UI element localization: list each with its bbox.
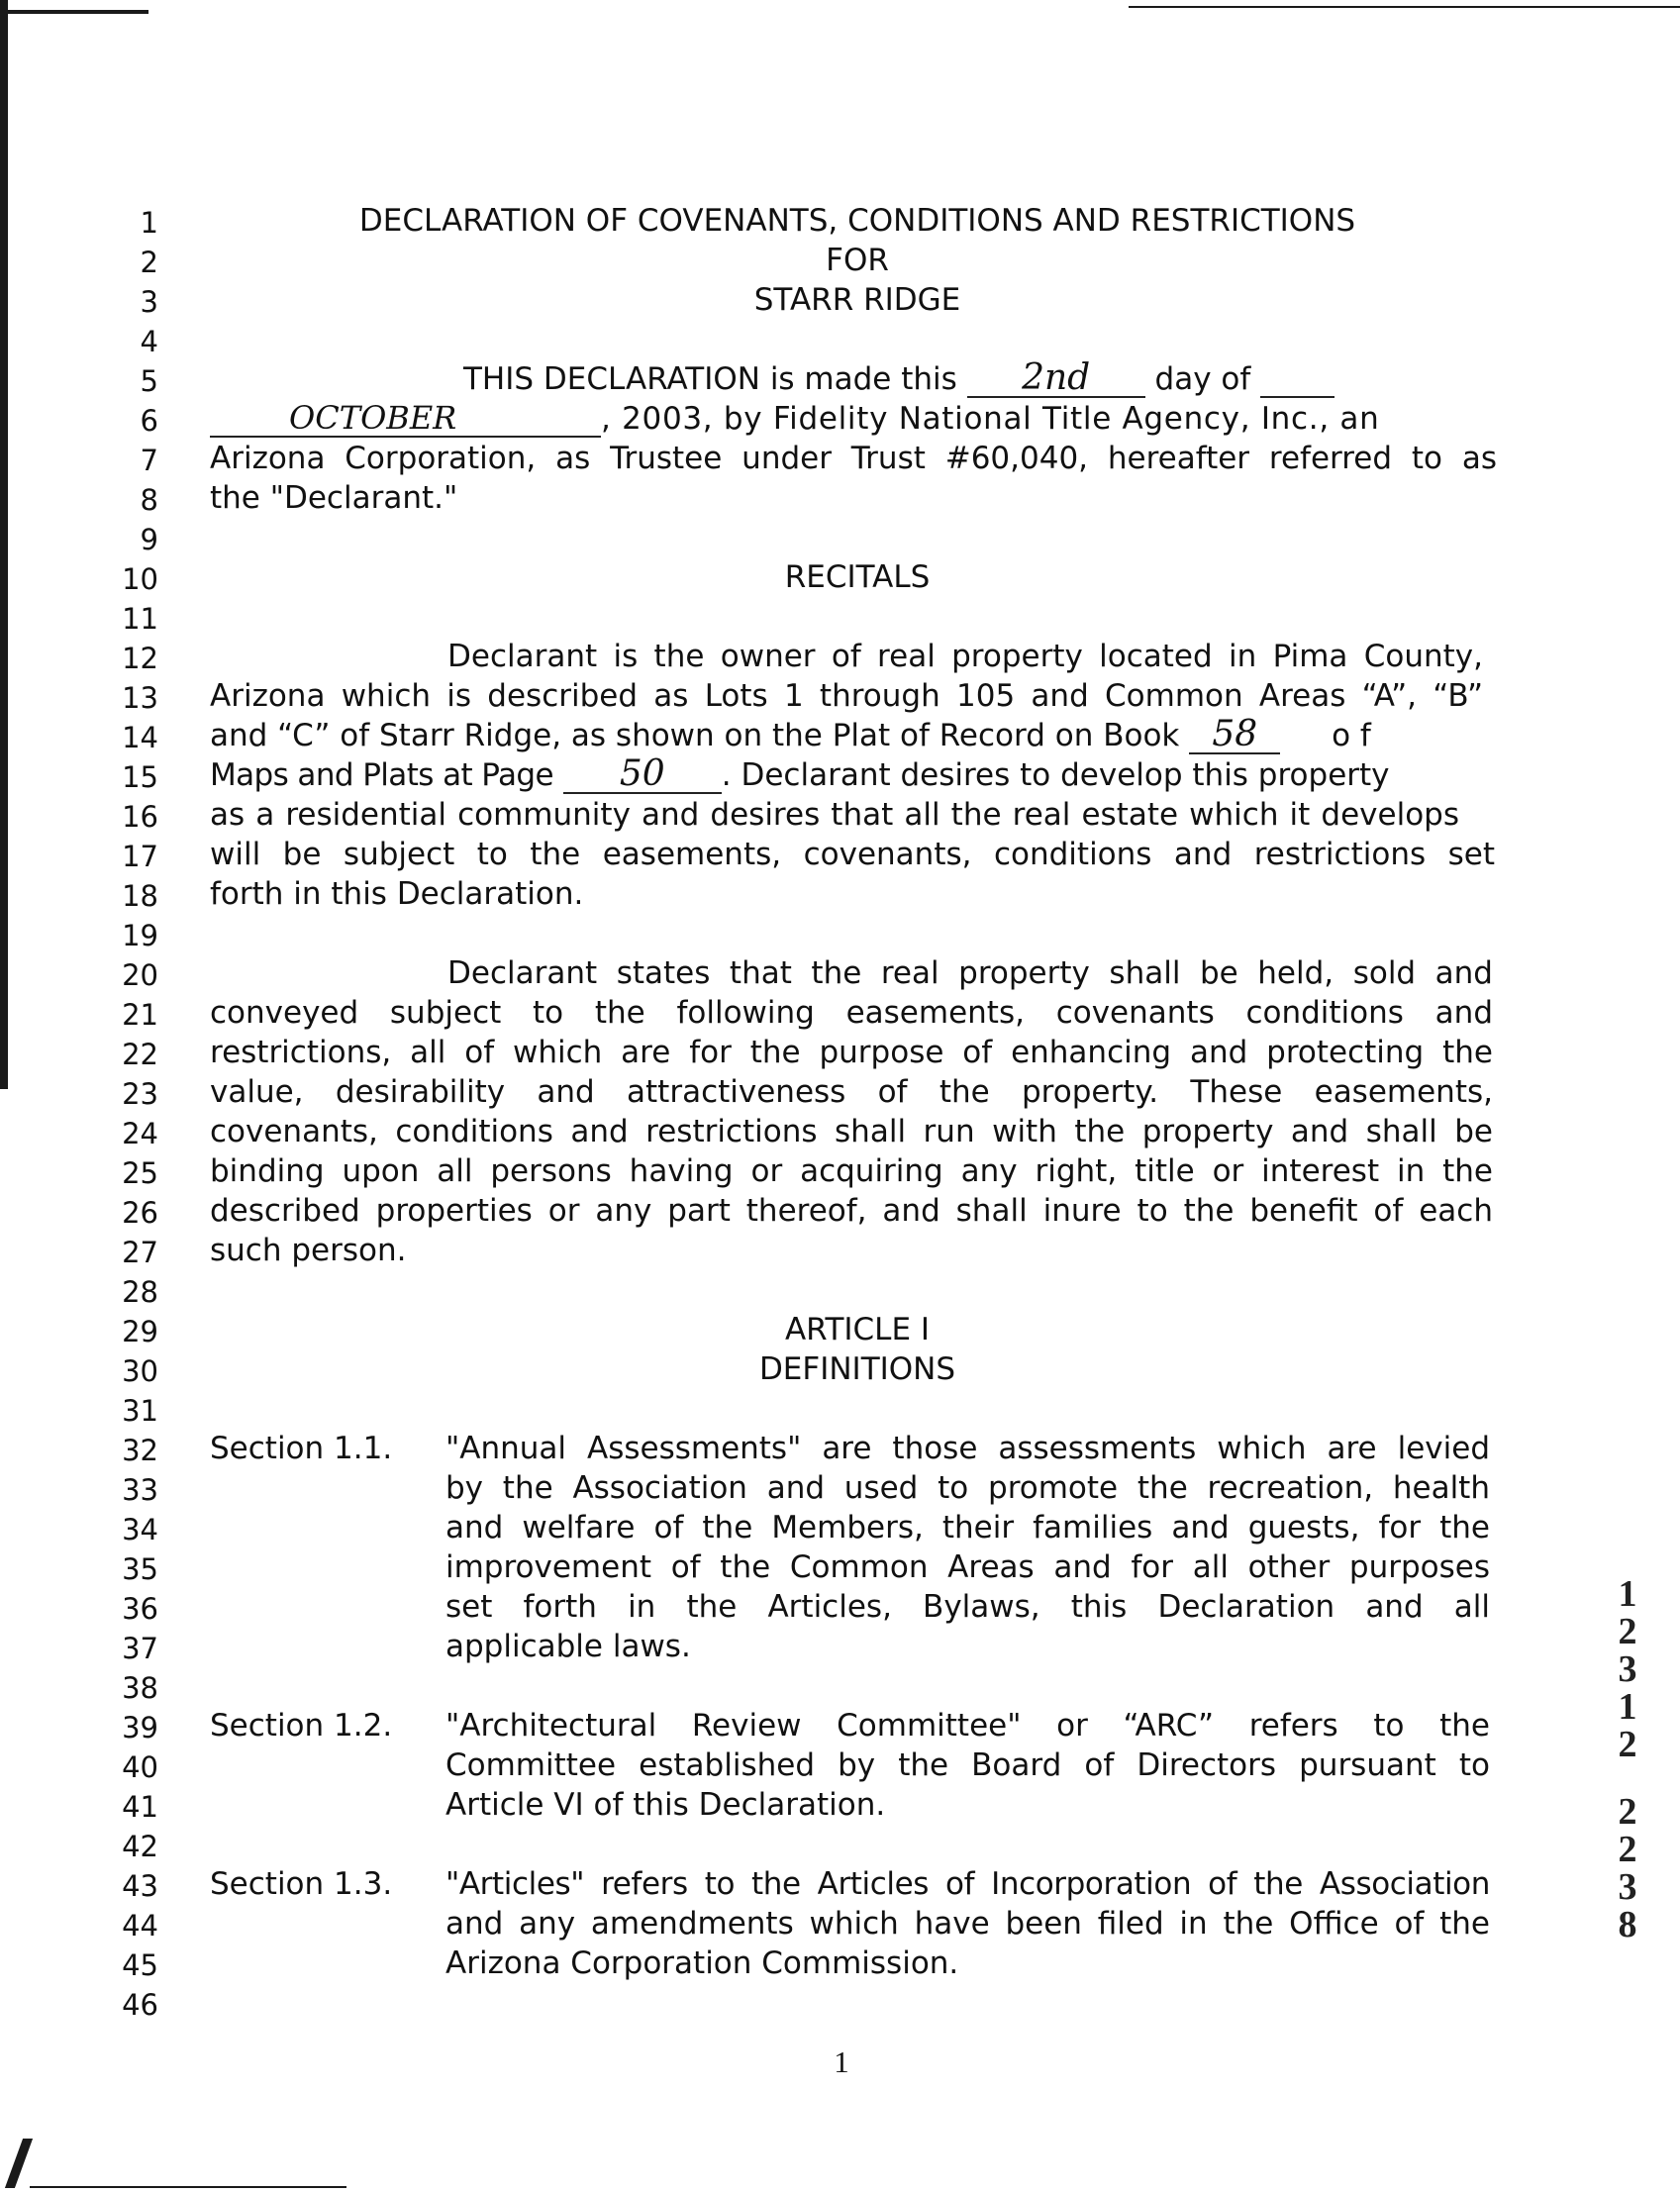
recitals-p1-line3 — [210, 716, 1371, 755]
line-number: 19 — [122, 919, 158, 952]
recitals-p2-line4: value, desirability and attractiveness of the property. These easements, — [210, 1074, 1493, 1110]
scan-corner-bottom-left — [5, 2139, 33, 2188]
line-number: 44 — [122, 1909, 158, 1943]
section-1-2-label: Section 1.2. — [210, 1708, 393, 1744]
line-number: 42 — [122, 1830, 158, 1863]
recitals-p2-line7: described properties or any part thereof, and shall inure to the benefit of each — [210, 1193, 1493, 1229]
line-number: 4 — [140, 325, 158, 358]
section-1-3-line: and any amendments which have been filed in the Office of the — [445, 1906, 1490, 1942]
section-1-1-line: set forth in the Articles, Bylaws, this Declaration and all — [445, 1589, 1490, 1625]
intro-day-of: day of — [1154, 361, 1251, 397]
document-title: DECLARATION OF COVENANTS, CONDITIONS AND RESTRICTIONS — [358, 203, 1356, 239]
line-number: 21 — [122, 998, 158, 1032]
recitals-p1-line4 — [210, 755, 1390, 795]
scan-edge-top-bar — [0, 10, 148, 14]
margin-digit: 1 — [1618, 1686, 1637, 1728]
recitals-heading: RECITALS — [784, 559, 931, 595]
line-number: 24 — [122, 1117, 158, 1150]
section-1-3-line: Arizona Corporation Commission. — [445, 1945, 959, 1981]
line-number: 23 — [122, 1077, 158, 1111]
scan-edge-top-left — [0, 0, 8, 1089]
recitals-p1-line4-a: Maps and Plats at Page — [210, 757, 553, 793]
margin-digit: 2 — [1618, 1724, 1637, 1765]
recitals-p1-line4-b: . Declarant desires to develop this property — [721, 757, 1390, 793]
line-number: 16 — [122, 800, 158, 834]
section-1-1-line: "Annual Assessments" are those assessments which are levied — [445, 1431, 1490, 1466]
line-number: 35 — [122, 1552, 158, 1586]
line-number: 11 — [122, 602, 158, 636]
section-1-1-line: by the Association and used to promote the recreation, health — [445, 1470, 1490, 1506]
intro-lead: THIS DECLARATION is made this — [463, 361, 957, 397]
line-number: 2 — [140, 246, 158, 279]
page-blank — [563, 753, 722, 794]
line-number: 28 — [122, 1275, 158, 1309]
line-number: 32 — [122, 1434, 158, 1467]
line-number: 43 — [122, 1869, 158, 1903]
line-number: 27 — [122, 1236, 158, 1269]
line-number: 7 — [140, 444, 158, 477]
scan-edge-bottom — [30, 2186, 346, 2188]
margin-digit: 3 — [1618, 1648, 1637, 1690]
section-1-2-line: Article VI of this Declaration. — [445, 1787, 886, 1823]
line-number: 34 — [122, 1513, 158, 1546]
recitals-p2-line8: such person. — [210, 1233, 407, 1268]
recitals-p2-line2: conveyed subject to the following easements, covenants conditions and — [210, 995, 1493, 1031]
intro-line-6-rest: , 2003, by Fidelity National Title Agency, Inc., an — [601, 401, 1380, 437]
section-1-1-line: applicable laws. — [445, 1629, 691, 1664]
section-1-3-label: Section 1.3. — [210, 1866, 393, 1902]
document-title-for: FOR — [826, 243, 889, 278]
page-number: 1 — [834, 2044, 849, 2079]
line-number: 1 — [140, 206, 158, 240]
line-number: 15 — [122, 760, 158, 794]
line-number: 12 — [122, 642, 158, 675]
recitals-p2-line3: restrictions, all of which are for the purpose of enhancing and protecting the — [210, 1035, 1493, 1070]
recitals-p1-line1: Declarant is the owner of real property located in Pima County, — [447, 639, 1483, 674]
section-1-1-line: improvement of the Common Areas and for all other purposes — [445, 1549, 1490, 1585]
article-subheading: DEFINITIONS — [758, 1351, 956, 1387]
line-number: 10 — [122, 562, 158, 596]
line-number: 38 — [122, 1671, 158, 1705]
section-1-1-line: and welfare of the Members, their families and guests, for the — [445, 1510, 1490, 1545]
recitals-p1-line2: Arizona which is described as Lots 1 through 105 and Common Areas “A”, “B” — [210, 678, 1483, 714]
line-number: 41 — [122, 1790, 158, 1824]
day-blank — [967, 357, 1145, 398]
page-handwritten: 50 — [619, 753, 665, 794]
recitals-p1-line5: as a residential community and desires that all the real estate which it develops — [210, 797, 1459, 833]
line-number: 18 — [122, 879, 158, 913]
section-1-2-line: "Architectural Review Committee" or “ARC” refers to the — [445, 1708, 1490, 1744]
line-number: 26 — [122, 1196, 158, 1230]
document-title-subdivision: STARR RIDGE — [753, 282, 961, 318]
month-handwritten: OCTOBER — [289, 399, 457, 437]
margin-digit: 8 — [1618, 1904, 1637, 1945]
line-number: 31 — [122, 1394, 158, 1428]
margin-digit: 3 — [1618, 1866, 1637, 1908]
line-number: 30 — [122, 1354, 158, 1388]
line-number: 29 — [122, 1315, 158, 1348]
intro-line-5 — [463, 359, 1334, 399]
book-handwritten: 58 — [1212, 714, 1258, 754]
recitals-p2-line5: covenants, conditions and restrictions shall run with the property and shall be — [210, 1114, 1493, 1149]
recitals-p2-line1: Declarant states that the real property shall be held, sold and — [447, 955, 1493, 991]
month-blank — [210, 401, 601, 438]
intro-line-8: the "Declarant." — [210, 480, 458, 516]
margin-digit: 1 — [1618, 1573, 1637, 1615]
scan-edge-top-right — [1129, 6, 1680, 8]
line-number: 33 — [122, 1473, 158, 1507]
section-1-1-label: Section 1.1. — [210, 1431, 393, 1466]
intro-line-6 — [210, 399, 1379, 439]
section-1-3-line: "Articles" refers to the Articles of Incorporation of the Association — [445, 1866, 1490, 1902]
margin-digit: 2 — [1618, 1829, 1637, 1870]
month-blank-end — [1260, 362, 1334, 398]
book-blank — [1189, 714, 1280, 754]
line-number: 5 — [140, 364, 158, 398]
line-number: 3 — [140, 285, 158, 319]
margin-digit: 2 — [1618, 1791, 1637, 1833]
recitals-p1-line3-b: o f — [1332, 718, 1371, 753]
recitals-p1-line7: forth in this Declaration. — [210, 876, 584, 912]
line-number: 6 — [140, 404, 158, 438]
recitals-p1-line3-a: and “C” of Starr Ridge, as shown on the Plat of Record on Book — [210, 718, 1180, 753]
line-number: 20 — [122, 958, 158, 992]
line-number: 45 — [122, 1948, 158, 1982]
line-number: 37 — [122, 1632, 158, 1665]
line-number: 9 — [140, 523, 158, 556]
line-number: 36 — [122, 1592, 158, 1626]
line-number: 39 — [122, 1711, 158, 1744]
line-number: 17 — [122, 840, 158, 873]
article-heading: ARTICLE I — [784, 1312, 931, 1347]
line-number: 14 — [122, 721, 158, 754]
recitals-p1-line6: will be subject to the easements, covenants, conditions and restrictions set — [210, 837, 1495, 872]
intro-line-7: Arizona Corporation, as Trustee under Trust #60,040, hereafter referred to as — [210, 441, 1497, 476]
recitals-p2-line6: binding upon all persons having or acquiring any right, title or interest in the — [210, 1153, 1493, 1189]
line-number: 25 — [122, 1156, 158, 1190]
line-number: 8 — [140, 483, 158, 517]
line-number: 13 — [122, 681, 158, 715]
day-handwritten: 2nd — [1022, 357, 1091, 398]
section-1-2-line: Committee established by the Board of Directors pursuant to — [445, 1747, 1490, 1783]
line-number: 40 — [122, 1750, 158, 1784]
margin-digit: 2 — [1618, 1611, 1637, 1652]
line-number: 46 — [122, 1988, 158, 2022]
line-number: 22 — [122, 1038, 158, 1071]
